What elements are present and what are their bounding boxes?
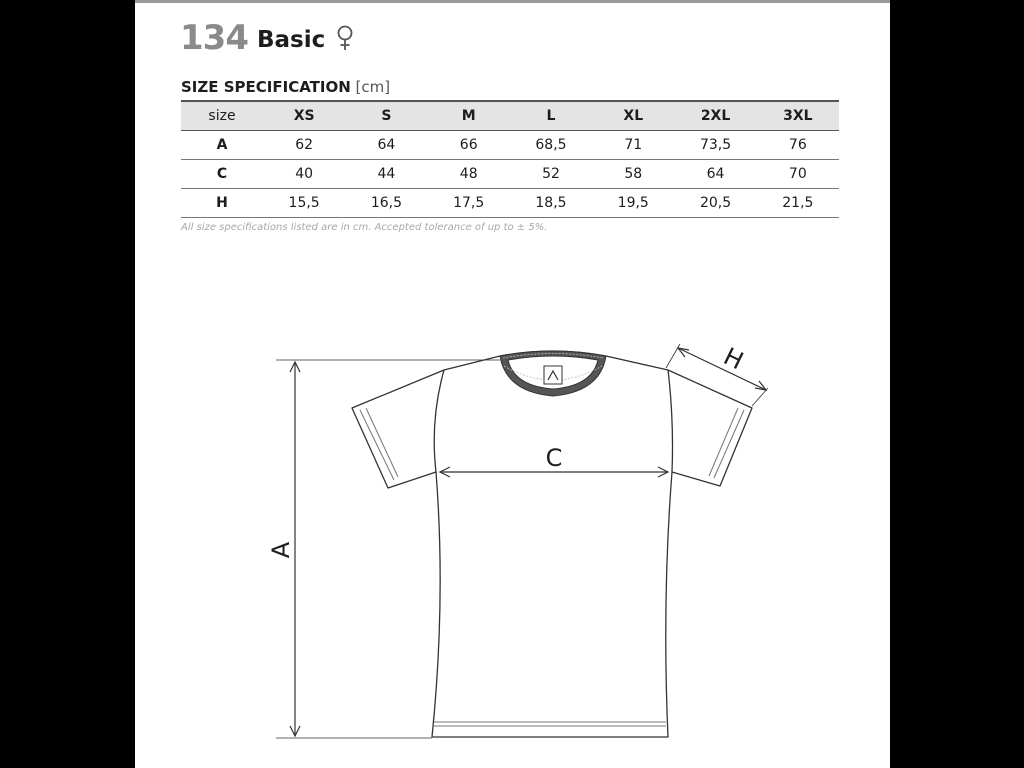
spec-title-text: SIZE SPECIFICATION <box>181 78 351 96</box>
table-cell: 21,5 <box>782 195 814 211</box>
table-cell: 62 <box>295 137 314 153</box>
table-cell: 66 <box>459 137 478 153</box>
size-header-l: L <box>546 108 556 124</box>
t-shirt-outline-icon <box>352 351 752 737</box>
product-name: Basic <box>257 27 326 53</box>
size-header-xl: XL <box>623 108 644 124</box>
table-cell: 64 <box>706 166 725 182</box>
dimension-label-h: H <box>719 342 748 376</box>
table-cell: 48 <box>459 166 478 182</box>
dimension-label-c: C <box>545 444 563 472</box>
table-cell: 68,5 <box>535 137 567 153</box>
table-cell: 15,5 <box>288 195 320 211</box>
size-header-s: S <box>381 108 392 124</box>
table-cell: 70 <box>788 166 807 182</box>
table-cell: 17,5 <box>453 195 485 211</box>
table-cell: 73,5 <box>699 137 732 153</box>
spec-unit: [cm] <box>355 78 391 96</box>
neck-label-icon <box>544 366 562 384</box>
table-cell: 52 <box>542 166 560 182</box>
table-cell: 16,5 <box>370 195 402 211</box>
size-corner-label: size <box>208 108 236 124</box>
size-header-2xl: 2XL <box>700 108 731 124</box>
table-cell: 76 <box>788 137 807 153</box>
product-number: 134 <box>180 18 248 58</box>
table-cell: 18,5 <box>535 195 567 211</box>
tolerance-note: All size specifications listed are in cm. Accepted tolerance of up to ± 5%. <box>181 222 548 233</box>
size-header-m: M <box>461 108 476 124</box>
table-cell: 40 <box>295 166 314 182</box>
table-cell: 64 <box>377 137 396 153</box>
row-label-a: A <box>216 137 228 153</box>
size-header-xs: XS <box>293 108 315 124</box>
table-cell: 71 <box>624 137 643 153</box>
size-header-3xl: 3XL <box>783 108 813 124</box>
table-cell: 20,5 <box>699 195 732 211</box>
table-cell: 58 <box>624 166 643 182</box>
table-cell: 19,5 <box>617 195 649 211</box>
row-label-c: C <box>216 166 228 182</box>
row-label-h: H <box>216 195 228 211</box>
table-cell: 44 <box>377 166 396 182</box>
dimension-label-a: A <box>267 541 295 559</box>
